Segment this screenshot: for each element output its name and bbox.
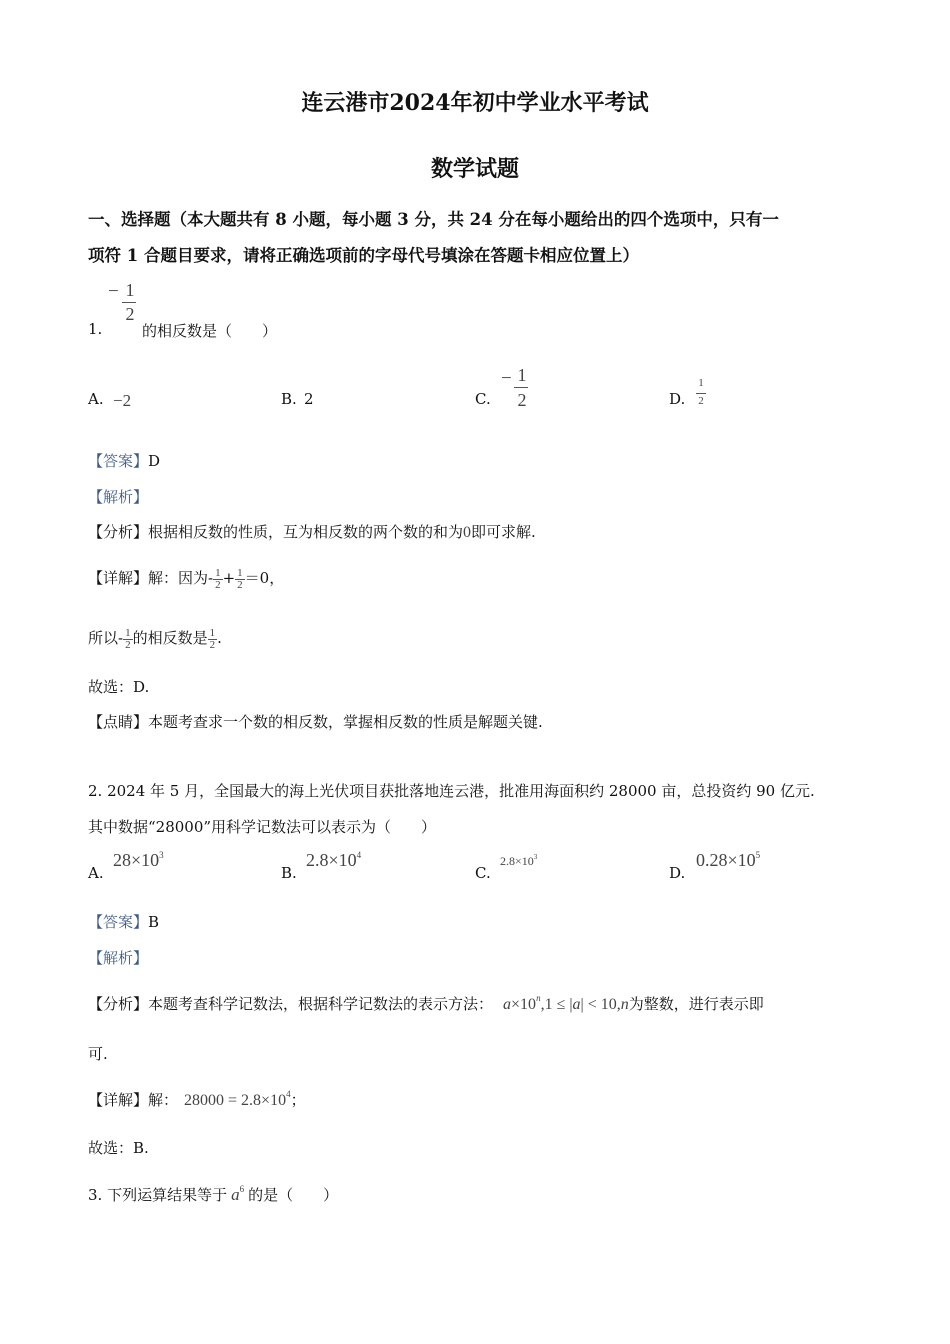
q1-fenxi-text-a: 根据相反数的性质，互为相反数的两个数的和为: [148, 523, 464, 541]
q1-neg-sign: −: [108, 281, 119, 302]
page-subtitle: 数学试题: [430, 156, 519, 182]
q2-option-c-label: C.: [475, 864, 491, 882]
q1-option-d-label: D.: [669, 390, 686, 408]
q1-option-a-label: A.: [88, 390, 104, 408]
q1-number: 1.: [88, 320, 103, 338]
q1-so-text-b: 的相反数是: [132, 629, 208, 647]
q1-fraction-denominator: 2: [125, 304, 135, 324]
q2-fenxi-text-b: 为整数，进行表示即: [628, 995, 764, 1013]
q2-choose: 故选：B.: [88, 1139, 149, 1157]
q1-option-c-label: C.: [475, 390, 491, 408]
q2-stem-line1: 2. 2024 年 5 月，全国最大的海上光伏项目获批落地连云港，批准用海面积约 28000 亩，总投资约 90 亿元.: [88, 782, 815, 800]
q1-answer-tag: 【答案】: [88, 452, 149, 470]
q1-fenxi: [88, 521, 536, 542]
q1-option-d-numerator: 1: [698, 377, 704, 389]
q2-option-c-value: $2.8\times 10^3$: [500, 853, 538, 868]
q2-detail: [88, 1089, 306, 1110]
q2-detail-formula: $28000 = 2.8\times 10^4$: [184, 1089, 291, 1109]
q2-fenxi-tag: 【分析】: [88, 995, 149, 1013]
q1-option-c-neg: −: [501, 368, 512, 389]
q1-fenxi-text-b: 即可求解.: [471, 523, 536, 541]
q1-so: [88, 627, 222, 651]
q2-option-a-value: $28\times 10^3$: [113, 850, 164, 870]
q1-dianjing-text: 本题考查求一个数的相反数，掌握相反数的性质是解题关键.: [148, 713, 543, 731]
q1-option-b-value: 2: [304, 390, 314, 408]
q1-fraction-numerator: 1: [125, 280, 135, 300]
section-header-line2: 项符 1 合题目要求，请将正确选项前的字母代号填涂在答题卡相应位置上）: [88, 246, 639, 265]
q2-detail-tag: 【详解】: [88, 1091, 149, 1109]
q3-stem-math: $a^6$: [231, 1184, 245, 1204]
q2-answer-value: B: [148, 913, 160, 931]
q1-choose: 故选：D.: [88, 678, 150, 696]
q1-fenxi-zero: 0: [463, 524, 472, 541]
q1-option-c-fraction-bar: [514, 387, 528, 388]
q1-option-c-numerator: 1: [517, 365, 527, 385]
q2-stem-line2: 其中数据“28000”用科学记数法可以表示为（ ）: [88, 818, 437, 836]
q1-so-frac-2: $\frac{1}{2}$: [209, 626, 216, 651]
q1-detail-frac-2: $\frac{1}{2}$: [237, 566, 243, 591]
q2-option-b-label: B.: [281, 864, 297, 882]
q1-detail: [88, 567, 284, 591]
q3-stem-text-b: 的是（ ）: [248, 1186, 339, 1204]
q1-detail-plus: +: [222, 569, 236, 587]
q2-fenxi-text-c: 可.: [88, 1045, 108, 1063]
q1-answer-line: [88, 450, 160, 471]
q1-analysis-tag: 【解析】: [88, 488, 149, 506]
q2-fenxi-text-a: 本题考查科学记数法，根据科学记数法的表示方法：: [148, 995, 494, 1013]
q1-so-frac-1: $\frac{1}{2}$: [125, 626, 131, 651]
q1-fenxi-tag: 【分析】: [88, 523, 149, 541]
q1-answer-value: D: [148, 452, 161, 470]
q1-detail-frac-1: $\frac{1}{2}$: [215, 566, 221, 591]
q1-detail-tag: 【详解】: [88, 569, 149, 587]
q1-option-d-denominator: 2: [698, 395, 704, 407]
q3-stem-text-a: 3. 下列运算结果等于: [88, 1186, 228, 1204]
q1-option-b-label: B.: [281, 390, 297, 408]
q2-detail-text-b: ；: [290, 1091, 306, 1109]
q1-detail-text-a: 解：因为-: [148, 569, 214, 587]
q2-option-d-value: $0.28\times 10^5$: [696, 850, 761, 870]
q1-so-text-c: .: [217, 629, 222, 647]
q1-stem-text: 的相反数是（ ）: [142, 322, 278, 340]
q2-option-b-value: $2.8\times 10^4$: [306, 850, 362, 870]
q1-option-c-denominator: 2: [517, 390, 527, 410]
q1-option-d-fraction-bar: [696, 393, 706, 394]
q1-fraction-bar: [122, 302, 136, 303]
q2-fenxi-formula: $a\times 10^n,1 \le |a| < 10,n$: [503, 993, 629, 1013]
q2-detail-text-a: 解：: [148, 1091, 179, 1109]
q2-option-d-label: D.: [669, 864, 686, 882]
q1-option-a-value: −2: [113, 391, 132, 410]
q2-answer-line: [88, 911, 159, 932]
page-title: 连云港市2024年初中学业水平考试: [301, 90, 649, 116]
q2-answer-tag: 【答案】: [88, 913, 149, 931]
q1-dianjing: [88, 711, 543, 732]
q2-option-a-label: A.: [88, 864, 104, 882]
q1-detail-eq: ＝0，: [244, 569, 285, 587]
section-header-line1: 一、选择题（本大题共有 8 小题，每小题 3 分，共 24 分在每小题给出的四个选项中，只有一: [88, 210, 779, 229]
q1-so-text-a: 所以-: [88, 629, 124, 647]
q2-analysis-tag: 【解析】: [88, 949, 149, 967]
q1-dianjing-tag: 【点睛】: [88, 713, 149, 731]
q2-fenxi: [88, 993, 764, 1014]
q3-stem: [88, 1184, 338, 1205]
